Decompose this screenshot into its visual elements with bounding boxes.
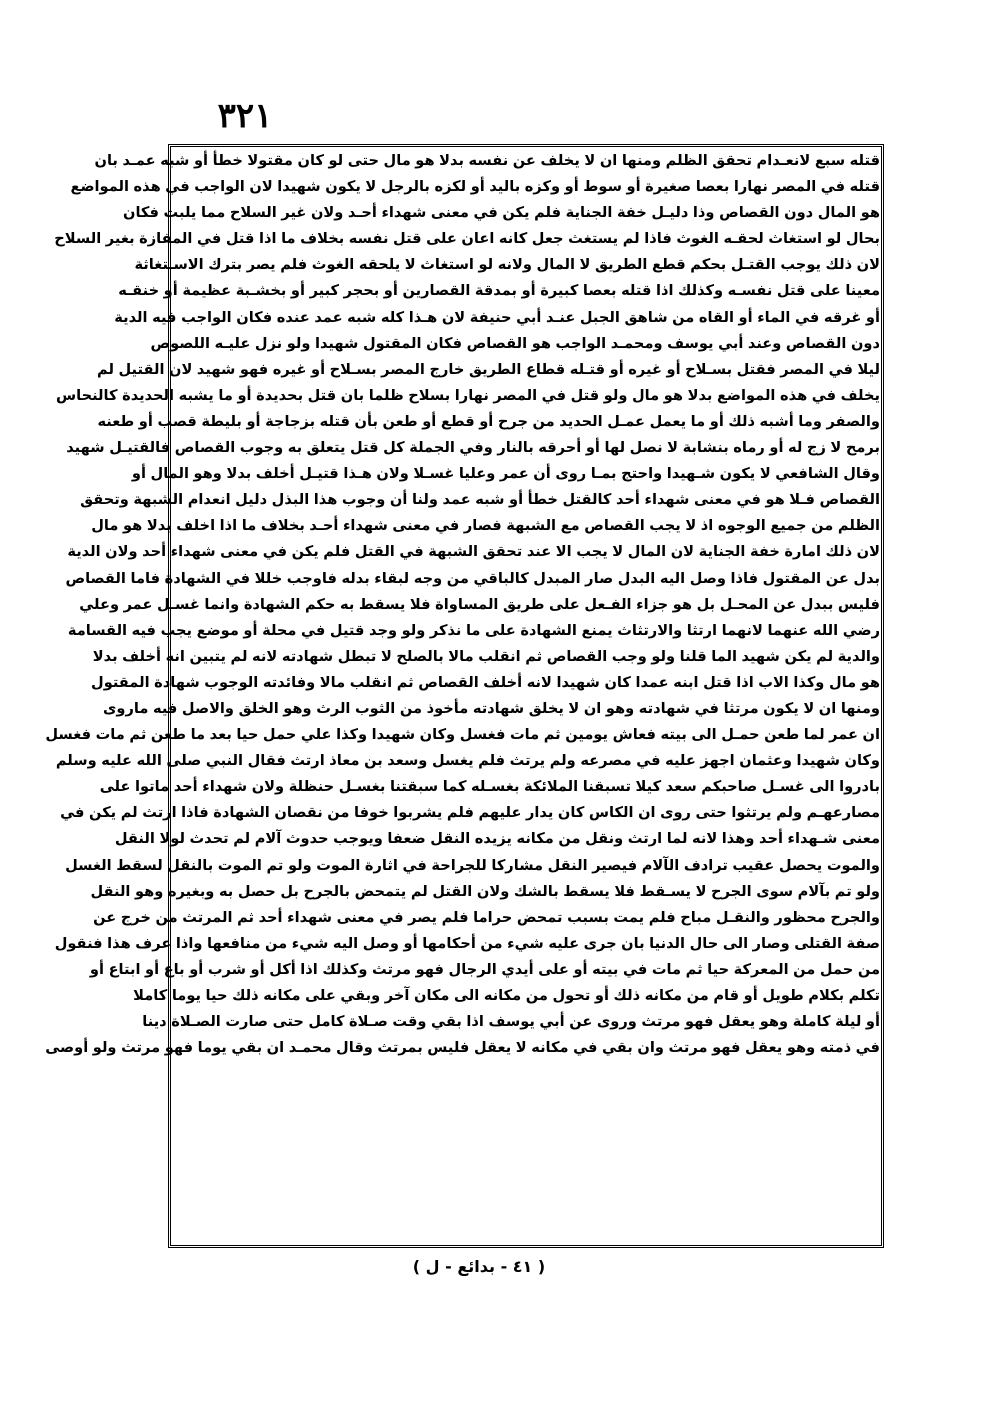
text-line: معينا على قتل نفسـه وكذلك اذا قتله بعصا كبيرة أو بمدقة القصارين أو بحجر كبير أو بخشـبة عظيمة أو خنقـه [118, 282, 880, 300]
text-line: بادروا الى غسـل صاحبكم سعد كيلا تسبقنا الملائكة بغسـله كما سبقتنا بغسـل حنظلة ولان شهداء أحد ماتوا على [99, 778, 880, 796]
text-line: والصفر وما أشبه ذلك أو ما يعمل عمـل الحديد من جرح أو قطع أو طعن بأن قتله بزجاجة أو بليطة قصب أو طعنه [97, 412, 880, 430]
text-line: فليس ببدل عن المحـل بل هو جزاء الفـعل على طريق المساواة فلا يسقط به حكم الشهادة وانما غسـل عمر وعلي [79, 595, 880, 613]
text-body [45, 148, 880, 1246]
text-line: ان عمر لما طعن حمـل الى بيته فعاش يومين ثم مات فغسل وكان شهيدا وكذا علي حمل حيا بعد ما طعن ثم مات فغسل [45, 726, 880, 744]
text-line: لان ذلك امارة خفة الجناية لان المال لا يجب الا عند تحقق الشبهة في القتل فلم يكن في معنى شهداء أحد ولان الدية [67, 543, 880, 561]
text-line: القصاص فـلا هو في معنى شهداء أحد كالقتل خطأ أو شبه عمد ولنا أن وجوب هذا البذل دليل انعدام الشبهة وتحقق [80, 491, 880, 509]
text-line: معنى شـهداء أحد وهذا لانه لما ارتث ونقل من مكانه يزيده النقل ضعفا ويوجب حدوث آلام لم تحدث لولا النقل [114, 830, 880, 848]
text-line: في ذمته وهو يعقل فهو مرتث وان بقي في مكانه لا يعقل فليس بمرتث وقال محمـد ان بقي يوما فهو مرتث ولو أوصى [45, 1039, 880, 1057]
text-line: هو المال دون القصاص وذا دليـل خفة الجناية فلم يكن في معنى شهداء أحـد ولان غير السلاح مما يلبث فكان [123, 204, 880, 222]
text-line: وكان شهيدا وعثمان اجهز عليه في مصرعه ولم يرتث فلم يغسل وسعد بن معاذ ارتث فقال النبي صلى الله عليه وسلم [55, 752, 880, 770]
text-line: أو ليلة كاملة وهو يعقل فهو مرتث وروى عن أبي يوسف اذا بقي وقت صـلاة كامل حتى صارت الصـلاة دينا [142, 1013, 880, 1031]
text-line: قتله في المصر نهارا بعصا صغيرة أو سوط أو وكزه باليد أو لكزه بالرجل لا يكون شهيدا لان الواجب في هذه المواضع [70, 178, 880, 196]
text-line: وقال الشافعي لا يكون شـهيدا واحتج بمـا روى أن عمر وعليا غسـلا ولان هـذا قتيـل أخلف بدلا وهو المال أو [131, 465, 880, 483]
text-line: ولو تم بآلام سوى الجرح لا يسـقط فلا يسقط بالشك ولان القتل لم يتمحض بالجرح بل حصل به وبغيره وهو النقل [90, 882, 880, 900]
text-line: لان ذلك يوجب القتـل بحكم قطع الطريق لا المال ولانه لو استغاث لا يلحقه الغوث فلم يصر بترك الاسـتغاثة [134, 256, 880, 274]
text-line: رضي الله عنهما لانهما ارتثا والارتثاث يمنع الشهادة على ما نذكر ولو وجد قتيل في محلة أو موضع يجب فيه القسامة [67, 621, 880, 639]
text-line: والدية لم يكن شهيد الما قلنا ولو وجب القصاص ثم انقلب مالا بالصلح لا تبطل شهادته لانه لم يتبين انه أخلف بدلا [92, 647, 880, 665]
text-line: هو مال وكذا الاب اذا قتل ابنه عمدا كان شهيدا لانه أخلف القصاص ثم انقلب مالا وفائدته الوجوب شهادة المقتول [91, 673, 880, 691]
text-line: من حمل من المعركة حيا ثم مات في بيته أو على أيدي الرجال فهو مرتث وكذلك اذا أكل أو شرب أو باع أو ابتاع أو [89, 960, 880, 978]
text-line: والموت يحصل عقيب ترادف الآلام فيصير النقل مشاركا للجراحة في اثارة الموت ولو تم الموت بالنقل لسقط الغسل [65, 856, 880, 874]
text-line: ليلا في المصر فقتل بسـلاح أو غيره أو قتـله قطاع الطريق خارج المصر بسـلاح أو غيره فهو شهيد لان القتيل لم [97, 360, 880, 378]
page-signature: ( ٤١ - بدائع - ل ) [412, 1257, 546, 1276]
text-line: تكلم بكلام طويل أو قام من مكانه ذلك أو تحول من مكانه الى مكان آخر وبقي على مكانه ذلك حيا يوما كاملا [133, 987, 880, 1004]
text-line: بحال لو استغاث لحقـه الغوث فاذا لم يستغث جعل كانه اعان على قتل نفسه بخلاف ما اذا قتل في المفازة بغير السلاح [54, 230, 880, 248]
text-line: برمح لا زج له أو رماه بنشابة لا نصل لها أو أحرقه بالنار وفي الجملة كل قتل يتعلق به وجوب القصاص فالقتيـل شهيد [66, 439, 880, 457]
page-number: ٣٢١ [217, 96, 273, 136]
text-line: دون القصاص وعند أبي يوسف ومحمـد الواجب هو القصاص فكان المقتول شهيدا ولو نزل عليـه اللصوص [150, 334, 880, 352]
text-line: ومنها ان لا يكون مرتثا في شهادته وهو ان لا يخلق شهادته مأخوذ من الثوب الرث وهو الخلق والاصل فيه ماروى [103, 699, 880, 717]
text-line: والجرح محظور والنقـل مباح فلم يمت بسبب تمحض حراما فلم يصر في معنى شهداء أحد ثم المرتث من خرج عن [93, 908, 880, 926]
text-line: بدل عن المقتول فاذا وصل اليه البدل صار المبدل كالباقي من وجه لبقاء بدله فاوجب خللا في الشهادة فاما القصاص [65, 569, 880, 587]
text-line: أو غرقه في الماء أو القاه من شاهق الجبل عنـد أبي حنيفة لان هـذا كله شبه عمد عنده فكان الواجب فيه الدية [114, 308, 880, 326]
text-line: مصارعهـم ولم يرتثوا حتى روى ان الكاس كان يدار عليهم فلم يشربوا خوفا من نقصان الشهادة فاذا ارتث لم يكن في [60, 804, 880, 822]
text-line: الظلم من جميع الوجوه اذ لا يجب القصاص مع الشبهة فصار في معنى شهداء أحـد بخلاف ما اذا اخلف بدلا هو مال [91, 517, 880, 535]
text-line: يخلف في هذه المواضع بدلا هو مال ولو قتل في المصر نهارا بسلاح ظلما بان قتل بحديدة أو ما يشبه الحديدة كالنحاس [55, 386, 880, 404]
text-line: صفة القتلى وصار الى حال الدنيا بان جرى عليه شيء من أحكامها أو وصل اليه شيء من منافعها واذا عرف هذا فنقول [54, 934, 880, 952]
text-line: قتله سبع لانعـدام تحقق الظلم ومنها ان لا يخلف عن نفسه بدلا هو مال حتى لو كان مقتولا خطأ أو شبه عمـد بان [94, 152, 880, 169]
